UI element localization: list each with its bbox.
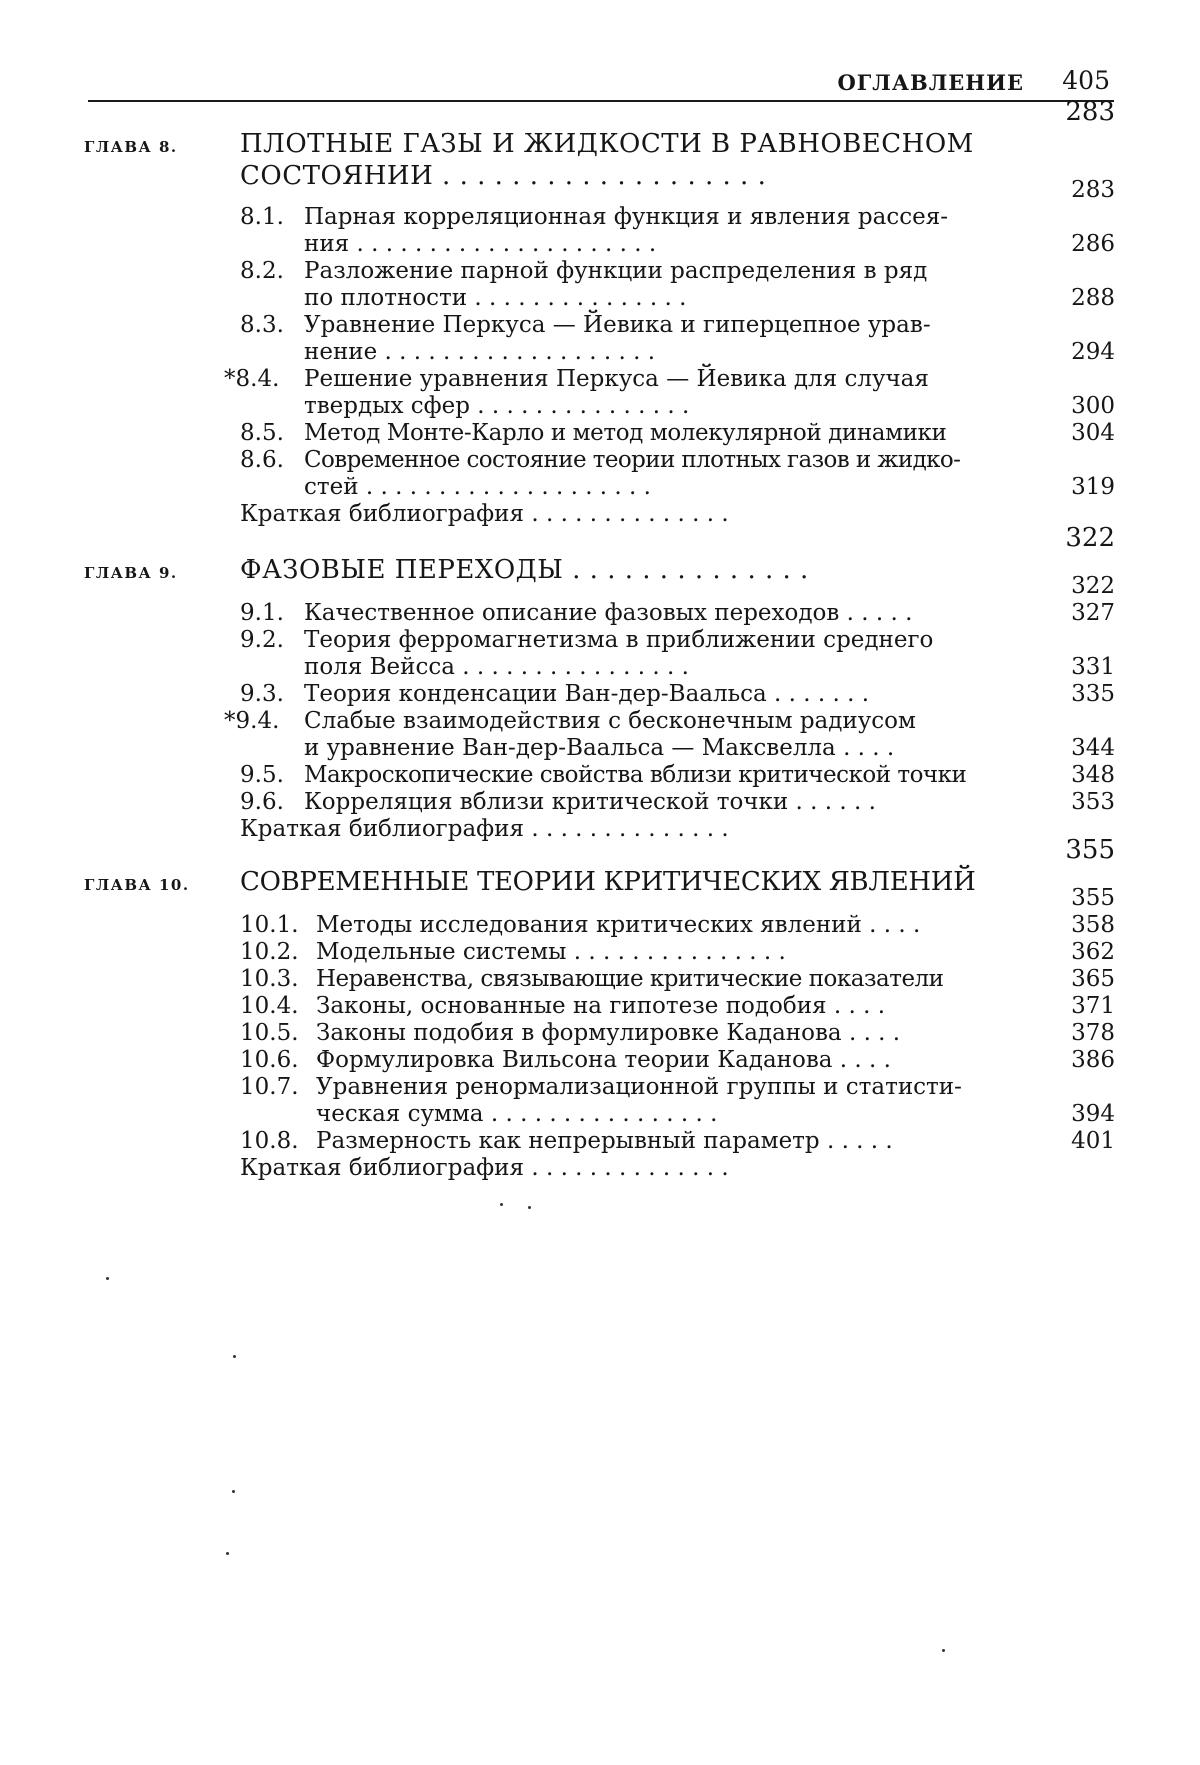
entry-number: 9.6. <box>240 789 284 815</box>
entry-line1: Современное состояние теории плотных газов и жидко- <box>304 447 961 473</box>
chapter-title-line2: СОСТОЯНИИ . . . . . . . . . . . . . . . . . . . <box>240 161 767 191</box>
entry-line1: Макроскопические свойства вблизи критической точки <box>304 762 967 788</box>
entry-page: 322 <box>1071 573 1115 599</box>
entry-line1: Модельные системы . . . . . . . . . . . . . . . <box>316 939 786 965</box>
entry-line1: Неравенства, связывающие критические показатели <box>316 966 944 992</box>
entry-number: 10.1. <box>240 912 299 938</box>
entry-page: 358 <box>1071 912 1115 938</box>
chapter-title-line1: ПЛОТНЫЕ ГАЗЫ И ЖИДКОСТИ В РАВНОВЕСНОМ <box>240 129 974 159</box>
entry-line1: Методы исследования критических явлений . . . . <box>316 912 921 938</box>
entry-page: 331 <box>1071 654 1115 680</box>
entry-number: 10.2. <box>240 939 299 965</box>
entry-page: 362 <box>1071 939 1115 965</box>
header-page-number: 405 <box>1062 66 1110 95</box>
entry-line1: Законы подобия в формулировке Каданова . . . . <box>316 1020 901 1046</box>
entry-number: 10.7. <box>240 1074 299 1100</box>
entry-page: 378 <box>1071 1020 1115 1046</box>
scan-speck <box>233 1355 236 1358</box>
entry-page: 401 <box>1071 1128 1115 1154</box>
chapter-label: ГЛАВА 8. <box>84 138 178 156</box>
entry-line1: Краткая библиография . . . . . . . . . . . . . . <box>240 1155 729 1181</box>
entry-page: 286 <box>1071 231 1115 257</box>
entry-page: 386 <box>1071 1047 1115 1073</box>
entry-line1: Уравнения ренормализационной группы и статисти- <box>316 1074 962 1100</box>
entry-line2: поля Вейсса . . . . . . . . . . . . . . . . <box>304 654 689 680</box>
scan-speck <box>528 1206 531 1209</box>
entry-page: 327 <box>1071 600 1115 626</box>
entry-line1: Краткая библиография . . . . . . . . . . . . . . <box>240 816 729 842</box>
entry-page: 300 <box>1071 393 1115 419</box>
entry-number: 8.6. <box>240 447 284 473</box>
entry-line1: Размерность как непрерывный параметр . . . . . <box>316 1128 893 1154</box>
header-rule <box>88 100 1114 102</box>
entry-page: 394 <box>1071 1101 1115 1127</box>
entry-page: 335 <box>1071 681 1115 707</box>
scan-speck <box>500 1203 503 1206</box>
entry-line1: Решение уравнения Перкуса — Йевика для случая <box>304 366 929 392</box>
scan-speck <box>226 1552 229 1555</box>
entry-page: 365 <box>1071 966 1115 992</box>
entry-number: *9.4. <box>224 708 280 734</box>
entry-number: 9.1. <box>240 600 284 626</box>
entry-number: *8.4. <box>224 366 280 392</box>
entry-number: 8.1. <box>240 204 284 230</box>
entry-line1: Слабые взаимодействия с бесконечным радиусом <box>304 708 916 734</box>
entry-number: 9.5. <box>240 762 284 788</box>
chapter-page: 322 <box>1065 523 1115 553</box>
scan-speck <box>232 1490 235 1493</box>
entry-page: 353 <box>1071 789 1115 815</box>
entry-line1: Качественное описание фазовых переходов . . . . . <box>304 600 913 626</box>
entry-page: 283 <box>1071 177 1115 203</box>
entry-number: 10.4. <box>240 993 299 1019</box>
entry-page: 319 <box>1071 474 1115 500</box>
entry-line2: и уравнение Ван-дер-Ваальса — Максвелла . . . . <box>304 735 895 761</box>
chapter-page: 283 <box>1065 97 1115 127</box>
entry-page: 344 <box>1071 735 1115 761</box>
entry-number: 10.8. <box>240 1128 299 1154</box>
entry-line2: ния . . . . . . . . . . . . . . . . . . . . . <box>304 231 657 257</box>
entry-line1: Корреляция вблизи критической точки . . . . . . <box>304 789 876 815</box>
header-title: ОГЛАВЛЕНИЕ <box>837 70 1024 95</box>
entry-line2: стей . . . . . . . . . . . . . . . . . . . . <box>304 474 651 500</box>
entry-line2: по плотности . . . . . . . . . . . . . . . <box>304 285 687 311</box>
entry-line1: Уравнение Перкуса — Йевика и гиперцепное урав- <box>304 312 931 338</box>
entry-line1: Разложение парной функции распределения в ряд <box>304 258 928 284</box>
entry-line1: Формулировка Вильсона теории Каданова . . . . <box>316 1047 891 1073</box>
entry-line1: Метод Монте-Карло и метод молекулярной динамики <box>304 420 947 446</box>
entry-line1: Теория ферромагнетизма в приближении среднего <box>304 627 934 653</box>
chapter-title-line1: СОВРЕМЕННЫЕ ТЕОРИИ КРИТИЧЕСКИХ ЯВЛЕНИЙ <box>240 867 976 897</box>
chapter-label: ГЛАВА 9. <box>84 564 178 582</box>
entry-line1: Краткая библиография . . . . . . . . . . . . . . <box>240 501 729 527</box>
entry-page: 288 <box>1071 285 1115 311</box>
scan-speck <box>106 1277 109 1280</box>
entry-page: 355 <box>1071 885 1115 911</box>
chapter-page: 355 <box>1065 835 1115 865</box>
entry-number: 10.5. <box>240 1020 299 1046</box>
entry-number: 8.3. <box>240 312 284 338</box>
entry-page: 304 <box>1071 420 1115 446</box>
scan-speck <box>942 1649 945 1652</box>
chapter-title-line1: ФАЗОВЫЕ ПЕРЕХОДЫ . . . . . . . . . . . . . . <box>240 555 809 585</box>
entry-line2: ческая сумма . . . . . . . . . . . . . . . . <box>316 1101 718 1127</box>
entry-page: 294 <box>1071 339 1115 365</box>
running-header <box>88 62 1114 102</box>
entry-number: 9.3. <box>240 681 284 707</box>
entry-page: 371 <box>1071 993 1115 1019</box>
entry-line2: твердых сфер . . . . . . . . . . . . . . . <box>304 393 690 419</box>
entry-line1: Парная корреляционная функция и явления рассея- <box>304 204 948 230</box>
entry-line1: Теория конденсации Ван-дер-Ваальса . . . . . . . <box>304 681 870 707</box>
chapter-label: ГЛАВА 10. <box>84 876 190 894</box>
entry-number: 9.2. <box>240 627 284 653</box>
entry-number: 8.2. <box>240 258 284 284</box>
entry-number: 10.6. <box>240 1047 299 1073</box>
entry-number: 8.5. <box>240 420 284 446</box>
entry-page: 348 <box>1071 762 1115 788</box>
entry-number: 10.3. <box>240 966 299 992</box>
entry-line2: нение . . . . . . . . . . . . . . . . . . . <box>304 339 656 365</box>
entry-line1: Законы, основанные на гипотезе подобия . . . . <box>316 993 886 1019</box>
